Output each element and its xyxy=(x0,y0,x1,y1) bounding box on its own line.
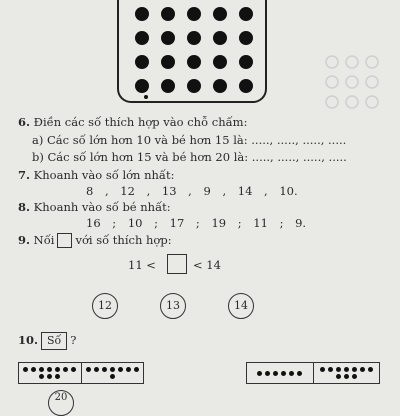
dot xyxy=(213,31,227,45)
q9-title xyxy=(18,233,172,248)
domino-dot xyxy=(265,371,270,376)
q9-expr-right: < 14 xyxy=(193,258,221,272)
q9-expr-left: 11 < xyxy=(128,258,156,272)
domino-dot xyxy=(328,367,333,372)
domino-dot xyxy=(55,374,60,379)
q9-title-square xyxy=(57,233,72,248)
q9-answer-box[interactable] xyxy=(167,254,187,274)
domino-left xyxy=(18,362,144,384)
domino-dot xyxy=(47,367,52,372)
dot xyxy=(213,7,227,21)
domino-dot xyxy=(336,374,341,379)
domino-dot xyxy=(71,367,76,372)
q10-question-mark: ? xyxy=(70,333,77,347)
domino-dot xyxy=(63,367,68,372)
q7-number: 7. xyxy=(18,168,31,182)
domino-dot xyxy=(86,367,91,372)
q7-title xyxy=(18,168,174,182)
domino-dot xyxy=(31,367,36,372)
domino-dot xyxy=(297,371,302,376)
q6-title xyxy=(18,115,247,129)
dot xyxy=(161,55,175,69)
domino-dot xyxy=(126,367,131,372)
dot-small xyxy=(144,95,148,99)
q10-number: 10. xyxy=(18,333,39,347)
domino-dot xyxy=(344,367,349,372)
q10-so-box: Số xyxy=(41,332,67,350)
dot xyxy=(213,55,227,69)
domino-dot xyxy=(39,367,44,372)
domino-right-half-left xyxy=(247,363,313,383)
domino-dot xyxy=(352,367,357,372)
q9-option-12[interactable]: 12 xyxy=(92,293,118,319)
q6-number: 6. xyxy=(18,115,31,129)
q6-title-text: Điền các số thích hợp vào chỗ chấm: xyxy=(33,115,248,129)
dot xyxy=(135,55,149,69)
dot xyxy=(187,55,201,69)
q8-number: 8. xyxy=(18,200,31,214)
domino-left-half-left xyxy=(19,363,81,383)
dot xyxy=(161,31,175,45)
domino-dot xyxy=(344,374,349,379)
q10-title xyxy=(18,332,76,350)
q9-title-post: với số thích hợp: xyxy=(75,233,172,247)
domino-dot xyxy=(281,371,286,376)
q8-title xyxy=(18,200,171,214)
domino-dot xyxy=(336,367,341,372)
domino-dot xyxy=(273,371,278,376)
dot-card xyxy=(117,0,267,103)
domino-dot xyxy=(352,374,357,379)
dot xyxy=(239,79,253,93)
q8-numbers[interactable]: 16 ; 10 ; 17 ; 19 ; 11 ; 9. xyxy=(86,216,307,230)
domino-dot xyxy=(94,367,99,372)
q9-title-pre: Nối xyxy=(33,233,55,247)
domino-dot xyxy=(368,367,373,372)
q6-part-a: a) Các số lớn hơn 10 và bé hơn 15 là: ....., ....., ....., ..... xyxy=(32,133,347,147)
dot xyxy=(187,7,201,21)
domino-dot xyxy=(55,367,60,372)
domino-right-half-right xyxy=(313,363,380,383)
q10-answer-circle[interactable]: 20 xyxy=(48,390,74,416)
domino-dot xyxy=(110,374,115,379)
q7-title-text: Khoanh vào số lớn nhất: xyxy=(33,168,175,182)
dot xyxy=(161,7,175,21)
q8-title-text: Khoanh vào số bé nhất: xyxy=(33,200,171,214)
domino-dot xyxy=(39,374,44,379)
domino-dot xyxy=(289,371,294,376)
dot xyxy=(135,7,149,21)
domino-dot xyxy=(47,374,52,379)
q9-option-13[interactable]: 13 xyxy=(160,293,186,319)
domino-dot xyxy=(134,367,139,372)
domino-left-half-right xyxy=(81,363,144,383)
domino-dot xyxy=(118,367,123,372)
domino-dot xyxy=(102,367,107,372)
dot xyxy=(161,79,175,93)
q6-part-b: b) Các số lớn hơn 15 và bé hơn 20 là: ....., ....., ....., ..... xyxy=(32,150,347,164)
dot xyxy=(135,79,149,93)
dot xyxy=(239,7,253,21)
domino-dot xyxy=(360,367,365,372)
dot xyxy=(239,31,253,45)
dot xyxy=(239,55,253,69)
dot xyxy=(187,31,201,45)
q9-number: 9. xyxy=(18,233,31,247)
domino-dot xyxy=(320,367,325,372)
q9-option-14[interactable]: 14 xyxy=(228,293,254,319)
domino-dot xyxy=(257,371,262,376)
q7-numbers[interactable]: 8 , 12 , 13 , 9 , 14 , 10. xyxy=(86,184,298,198)
dot xyxy=(135,31,149,45)
domino-dot xyxy=(23,367,28,372)
domino-right xyxy=(246,362,380,384)
dot xyxy=(187,79,201,93)
background-trace-pattern xyxy=(322,52,392,112)
dot xyxy=(213,79,227,93)
domino-dot xyxy=(110,367,115,372)
